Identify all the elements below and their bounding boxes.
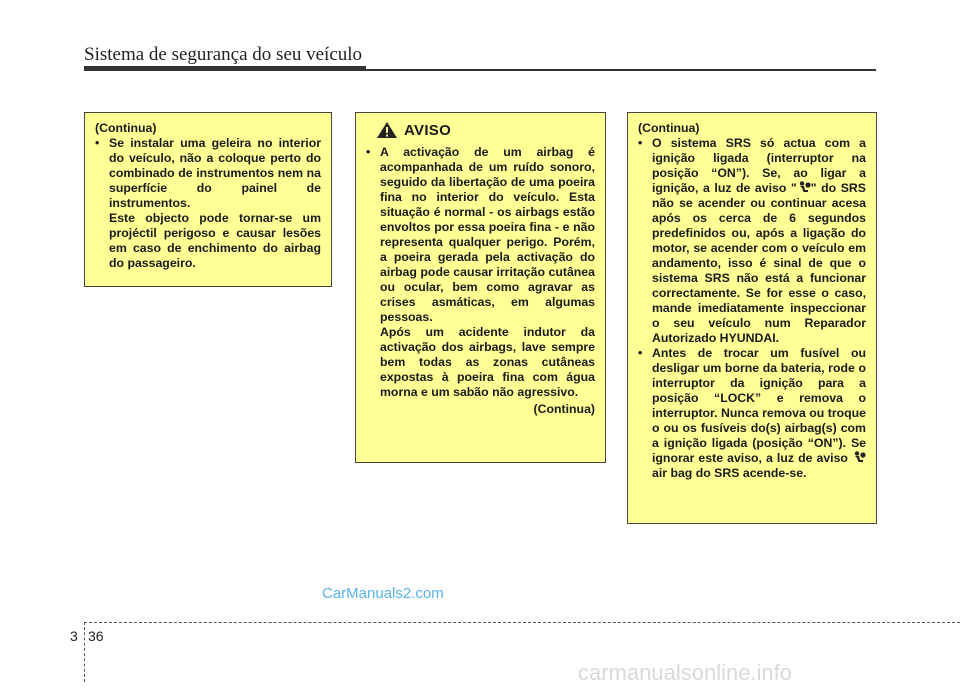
airbag-warning-icon bbox=[797, 181, 811, 194]
paragraph: Após um acidente indutor da activação dos airbags, lave sempre bem todas as zonas cutâneas expostas à poeira fina com água morna e um sabão não agressivo. bbox=[380, 325, 595, 399]
footer-rule bbox=[84, 622, 960, 623]
bullet-item: • A activação de um airbag é acompanhada de um ruído sonoro, seguido da libertação de uma poeira fina no interior do veículo. Esta situação é normal - os airbags estão envoltos por essa poeira fina - e não representa qualquer perigo. Porém, a poeira gerada pela activação do airbag pode causar irritação cutânea ou ocular, bem como agravar as crises asmáticas, em algumas pessoas. bbox=[366, 145, 595, 325]
bullet-item: • Se instalar uma geleira no interior do veículo, não a coloque perto do combinado de instrumentos nem na superfície do painel de instrumentos. bbox=[95, 136, 321, 211]
bullet-text: Antes de trocar um fusível ou desligar um borne da bateria, rode o interruptor da ignição para a posição “LOCK” e remova o interruptor. Nunca remova ou troque o ou os fusíveis do(s) airbag(s) com a ignição ligada (posição “ON”). Se ignorar este aviso, a luz de aviso bbox=[652, 346, 866, 465]
bullet-text: " do SRS não se acender ou continuar acesa após os cerca de 6 segundos predefinidos ou, após a ligação do motor, se acender com o veículo em andamento, isso é sinal de que o sistema SRS não está a funcionar correctamente. Se for esse o caso, mande imediatamente inspeccionar o seu veículo num Reparador Autorizado HYUNDAI. bbox=[652, 181, 866, 345]
bullet-item bbox=[638, 136, 866, 346]
continued-label: (Continua) bbox=[533, 402, 595, 416]
bullet-text: air bag do SRS acende-se. bbox=[652, 466, 807, 480]
header-rule-thin bbox=[366, 69, 876, 71]
warning-triangle-icon bbox=[376, 121, 398, 139]
warning-box-middle bbox=[355, 112, 606, 463]
bullet-item bbox=[638, 346, 866, 481]
page-section-number: 3 bbox=[70, 628, 78, 644]
bullet-text: O sistema SRS só actua com a ignição ligada (interruptor na posição “ON”). Se, ao ligar a ignição, a luz de aviso " bbox=[652, 136, 866, 195]
page-header-title: Sistema de segurança do seu veículo bbox=[84, 44, 363, 65]
watermark-link[interactable]: CarManuals2.com bbox=[322, 585, 444, 602]
airbag-warning-icon bbox=[852, 451, 866, 464]
site-footer-watermark: carmanualsonline.info bbox=[578, 660, 793, 685]
paragraph: Este objecto pode tornar-se um projéctil perigoso e causar lesões em caso de enchimento do airbag do passageiro. bbox=[109, 211, 321, 270]
warning-header bbox=[366, 121, 595, 139]
footer-vertical-rule bbox=[84, 622, 85, 682]
continued-label: (Continua) bbox=[638, 121, 700, 135]
continued-label: (Continua) bbox=[95, 121, 157, 135]
page-number: 36 bbox=[88, 628, 104, 644]
header-rule-thick bbox=[84, 66, 366, 71]
warning-title: AVISO bbox=[404, 121, 452, 139]
caution-box-left bbox=[84, 112, 332, 287]
caution-box-right bbox=[627, 112, 877, 524]
